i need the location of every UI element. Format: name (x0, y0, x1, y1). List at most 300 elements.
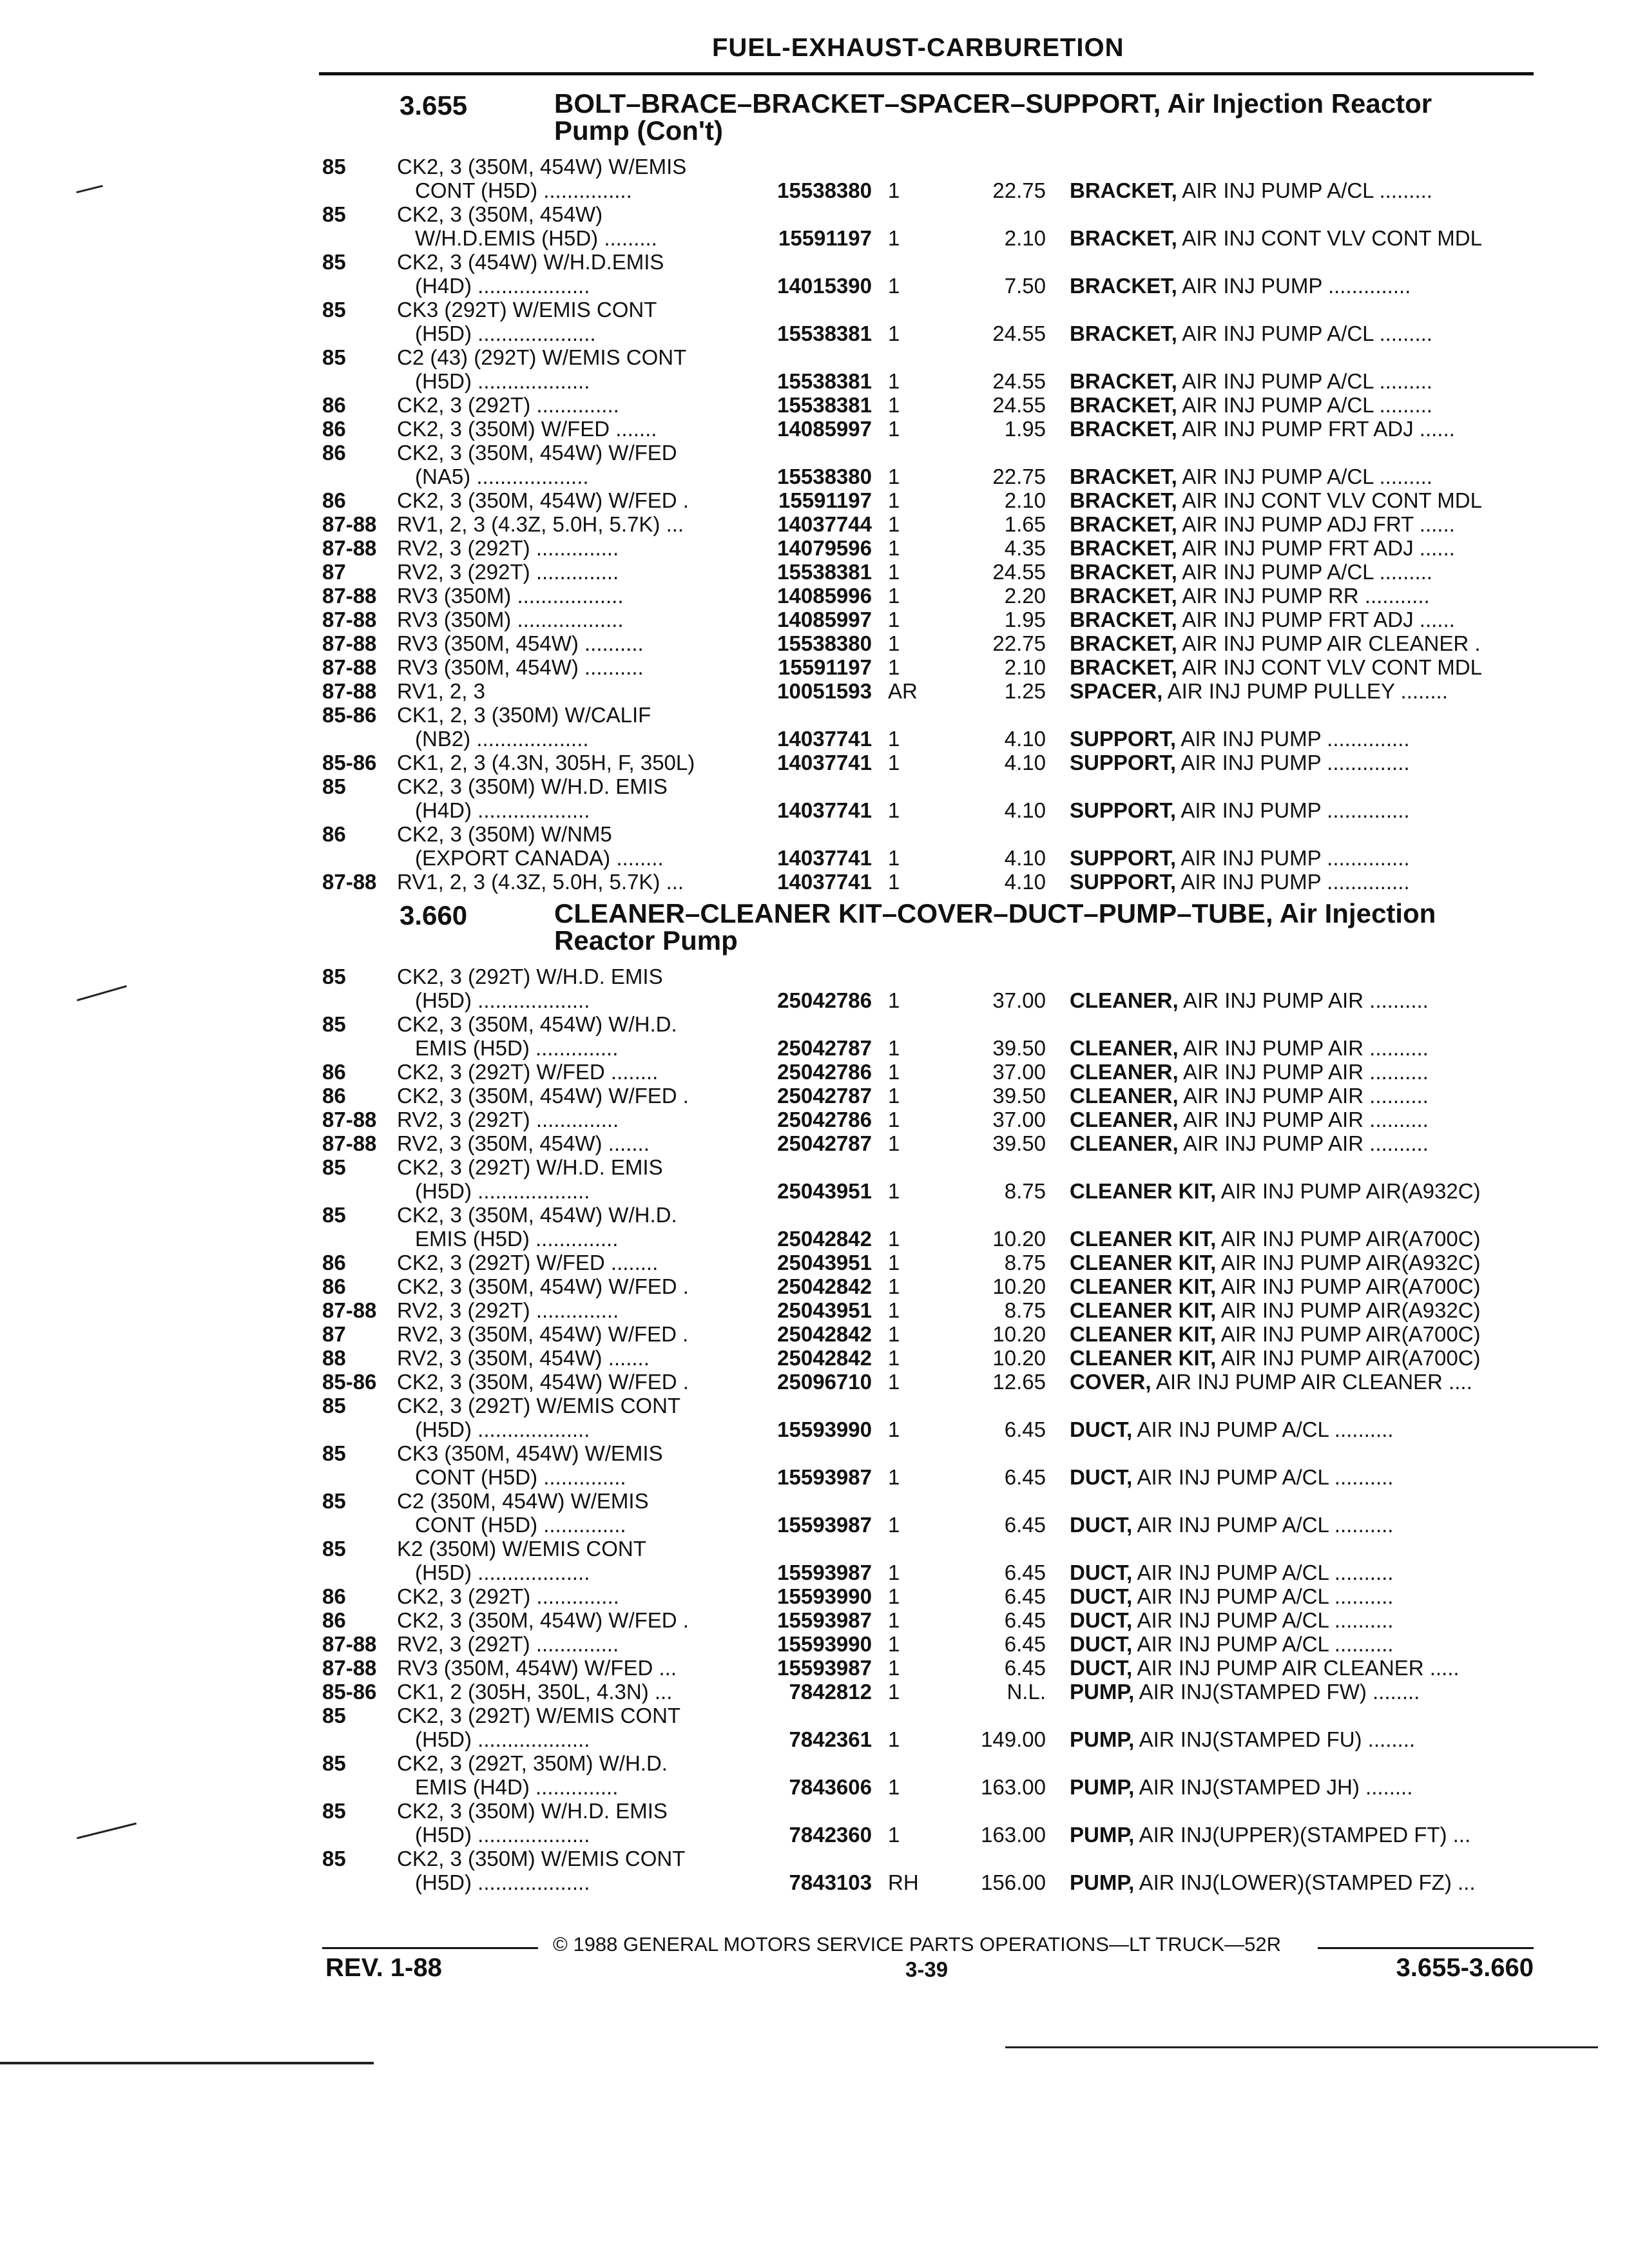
model-application: CK2, 3 (292T) W/H.D. EMIS (397, 1155, 663, 1179)
price: 39.50 (992, 1131, 1046, 1155)
part-number: 7842812 (789, 1680, 872, 1704)
price: 4.10 (1004, 846, 1046, 870)
part-name: BRACKET, (1070, 512, 1177, 536)
part-description (1070, 1036, 1534, 1060)
part-number: 7843606 (789, 1775, 872, 1799)
part-number: 25042787 (777, 1084, 872, 1108)
part-name: CLEANER KIT, (1070, 1227, 1217, 1251)
model-application: RV3 (350M, 454W) .......... (397, 631, 644, 655)
part-name: PUMP, (1070, 1775, 1135, 1799)
catalog-row (0, 226, 1629, 250)
part-description (1070, 655, 1534, 679)
quantity: 1 (888, 1274, 900, 1298)
part-detail: AIR INJ PUMP AIR(A700C) (1220, 1346, 1481, 1370)
quantity: 1 (888, 393, 900, 417)
catalog-row (0, 1632, 1629, 1656)
part-number: 25043951 (777, 1298, 872, 1322)
model-application: (H5D) ................... (415, 1870, 590, 1894)
part-number: 15538381 (777, 393, 872, 417)
quantity: 1 (888, 1656, 900, 1680)
part-description (1070, 1370, 1534, 1394)
quantity: 1 (888, 631, 900, 655)
part-detail: AIR INJ PUMP AIR .......... (1183, 1084, 1429, 1108)
model-application: CK1, 2, 3 (350M) W/CALIF (397, 703, 651, 727)
quantity: 1 (888, 988, 900, 1012)
model-application: (H4D) ................... (415, 274, 590, 298)
part-description (1070, 1727, 1534, 1751)
part-name: BRACKET, (1070, 226, 1177, 250)
part-number: 14079596 (777, 536, 872, 560)
part-name: BRACKET, (1070, 560, 1177, 584)
model-application: CK2, 3 (292T) .............. (397, 393, 619, 417)
model-application: (H5D) ................... (415, 369, 590, 393)
model-application: CK2, 3 (350M) W/H.D. EMIS (397, 1799, 668, 1823)
part-detail: AIR INJ PUMP AIR CLEANER . (1182, 631, 1481, 655)
part-name: DUCT, (1070, 1465, 1133, 1489)
section-number: 3.660 (400, 900, 468, 930)
part-description (1070, 1251, 1534, 1274)
model-application: CK2, 3 (350M) W/FED ....... (397, 417, 657, 441)
quantity: 1 (888, 1251, 900, 1274)
quantity: 1 (888, 798, 900, 822)
part-name: CLEANER, (1070, 1084, 1179, 1108)
part-detail: AIR INJ CONT VLV CONT MDL (1182, 488, 1482, 512)
model-application: RV2, 3 (350M, 454W) ....... (397, 1346, 650, 1370)
part-name: CLEANER KIT, (1070, 1346, 1217, 1370)
price: 22.75 (992, 178, 1046, 202)
model-application: CK2, 3 (350M, 454W) (397, 202, 603, 226)
part-name: BRACKET, (1070, 393, 1177, 417)
model-year: 86 (322, 1084, 346, 1108)
catalog-row (0, 1584, 1629, 1608)
price: 10.20 (992, 1346, 1046, 1370)
model-year: 87-88 (322, 679, 377, 703)
catalog-row (0, 512, 1629, 536)
price: 4.10 (1004, 751, 1046, 774)
catalog-row (0, 1418, 1629, 1441)
catalog-row (0, 1727, 1629, 1751)
part-description (1070, 1656, 1534, 1680)
catalog-row (0, 1322, 1629, 1346)
part-description (1070, 1561, 1534, 1584)
quantity: 1 (888, 1418, 900, 1441)
part-detail: AIR INJ PUMP AIR(A932C) (1220, 1179, 1481, 1203)
part-detail: AIR INJ(STAMPED FW) ........ (1139, 1680, 1420, 1704)
price: 6.45 (1004, 1418, 1046, 1441)
part-name: DUCT, (1070, 1656, 1133, 1680)
part-number: 15538381 (777, 322, 872, 345)
part-description (1070, 846, 1534, 870)
price: 4.10 (1004, 798, 1046, 822)
part-number: 15593990 (777, 1418, 872, 1441)
part-detail: AIR INJ PUMP AIR(A700C) (1220, 1322, 1481, 1346)
model-year: 87-88 (322, 608, 377, 631)
model-year: 88 (322, 1346, 346, 1370)
part-description (1070, 488, 1534, 512)
price: 10.20 (992, 1227, 1046, 1251)
catalog-row (0, 679, 1629, 703)
quantity: 1 (888, 1179, 900, 1203)
top-rule (319, 72, 1534, 75)
model-year: 87-88 (322, 584, 377, 608)
part-detail: AIR INJ PUMP A/CL .......... (1137, 1418, 1394, 1441)
price: N.L. (1007, 1680, 1046, 1704)
model-application: (NA5) ................... (415, 465, 589, 488)
model-year: 86 (322, 417, 346, 441)
part-number: 14037741 (777, 727, 872, 751)
part-name: CLEANER KIT, (1070, 1322, 1217, 1346)
catalog-row (0, 488, 1629, 512)
part-name: PUMP, (1070, 1870, 1135, 1894)
part-name: SUPPORT, (1070, 870, 1177, 894)
model-year: 85 (322, 1704, 346, 1727)
model-application: CK2, 3 (350M) W/NM5 (397, 822, 612, 846)
part-name: CLEANER KIT, (1070, 1274, 1217, 1298)
part-name: SUPPORT, (1070, 751, 1177, 774)
quantity: 1 (888, 1227, 900, 1251)
quantity: 1 (888, 1561, 900, 1584)
part-description (1070, 1179, 1534, 1203)
part-description (1070, 584, 1534, 608)
quantity: 1 (888, 274, 900, 298)
model-year: 85 (322, 155, 346, 178)
catalog-row (0, 1084, 1629, 1108)
section-title-line1: BOLT–BRACE–BRACKET–SPACER–SUPPORT, Air Injection Reactor (554, 88, 1432, 119)
model-application: EMIS (H4D) .............. (415, 1775, 619, 1799)
price: 1.25 (1004, 679, 1046, 703)
model-year: 85 (322, 1203, 346, 1227)
part-detail: AIR INJ PUMP A/CL .......... (1137, 1584, 1394, 1608)
quantity: 1 (888, 369, 900, 393)
part-description (1070, 1823, 1534, 1847)
catalog-row (0, 1680, 1629, 1704)
catalog-row (0, 393, 1629, 417)
price: 2.10 (1004, 488, 1046, 512)
part-detail: AIR INJ PUMP .............. (1181, 798, 1410, 822)
quantity: 1 (888, 608, 900, 631)
model-year: 87 (322, 1322, 346, 1346)
footer-page-number: 3-39 (905, 1957, 949, 1981)
model-application: CK1, 2, 3 (4.3N, 305H, F, 350L) (397, 751, 695, 774)
quantity: 1 (888, 1131, 900, 1155)
part-description (1070, 322, 1534, 345)
part-detail: AIR INJ CONT VLV CONT MDL (1182, 226, 1482, 250)
part-number: 15593987 (777, 1608, 872, 1632)
catalog-row (0, 298, 1629, 322)
model-year: 85 (322, 1799, 346, 1823)
model-application: RV2, 3 (292T) .............. (397, 1298, 619, 1322)
model-application: (H5D) ................... (415, 1823, 590, 1847)
part-name: CLEANER, (1070, 988, 1179, 1012)
part-description (1070, 1060, 1534, 1084)
part-description (1070, 1870, 1534, 1894)
part-name: CLEANER, (1070, 1060, 1179, 1084)
quantity: 1 (888, 560, 900, 584)
part-name: BRACKET, (1070, 536, 1177, 560)
part-description (1070, 1465, 1534, 1489)
catalog-row (0, 1394, 1629, 1418)
footer-revision: REV. 1-88 (325, 1954, 442, 1982)
model-year: 85 (322, 1394, 346, 1418)
part-number: 25042842 (777, 1346, 872, 1370)
quantity: 1 (888, 870, 900, 894)
price: 10.20 (992, 1322, 1046, 1346)
quantity: 1 (888, 1823, 900, 1847)
catalog-row (0, 1441, 1629, 1465)
part-name: DUCT, (1070, 1584, 1133, 1608)
model-application: RV2, 3 (292T) .............. (397, 536, 619, 560)
part-description (1070, 1298, 1534, 1322)
footer-rule-right (1318, 1947, 1534, 1949)
footer-copyright: © 1988 GENERAL MOTORS SERVICE PARTS OPERATIONS—LT TRUCK—52R (553, 1933, 1281, 1956)
model-application: RV3 (350M) .................. (397, 608, 624, 631)
section-title (554, 90, 1521, 144)
part-description (1070, 1632, 1534, 1656)
catalog-row (0, 1465, 1629, 1489)
footer-section-range: 3.655-3.660 (1396, 1954, 1534, 1982)
price: 24.55 (992, 393, 1046, 417)
part-name: COVER, (1070, 1370, 1152, 1394)
part-description (1070, 226, 1534, 250)
catalog-row (0, 584, 1629, 608)
model-application: RV2, 3 (292T) .............. (397, 560, 619, 584)
part-description (1070, 751, 1534, 774)
part-number: 15538381 (777, 369, 872, 393)
part-detail: AIR INJ PUMP .............. (1182, 274, 1411, 298)
part-description (1070, 393, 1534, 417)
quantity: 1 (888, 512, 900, 536)
model-application: K2 (350M) W/EMIS CONT (397, 1537, 646, 1561)
quantity: 1 (888, 1322, 900, 1346)
part-number: 25042842 (777, 1274, 872, 1298)
model-year: 85 (322, 774, 346, 798)
model-year: 87-88 (322, 1632, 377, 1656)
catalog-row (0, 870, 1629, 894)
part-number: 7842361 (789, 1727, 872, 1751)
part-detail: AIR INJ PUMP A/CL ......... (1182, 369, 1432, 393)
model-application: CONT (H5D) .............. (415, 1465, 626, 1489)
catalog-row (0, 1513, 1629, 1537)
part-number: 15593987 (777, 1513, 872, 1537)
part-number: 7843103 (789, 1870, 872, 1894)
part-name: BRACKET, (1070, 274, 1177, 298)
price: 8.75 (1004, 1251, 1046, 1274)
part-name: PUMP, (1070, 1823, 1135, 1847)
section-title (554, 900, 1521, 954)
catalog-row (0, 1608, 1629, 1632)
model-application: CK2, 3 (350M, 454W) W/H.D. (397, 1012, 677, 1036)
model-year: 86 (322, 1251, 346, 1274)
part-name: BRACKET, (1070, 608, 1177, 631)
model-application: CK2, 3 (292T) .............. (397, 1584, 619, 1608)
part-number: 15593990 (777, 1584, 872, 1608)
price: 6.45 (1004, 1608, 1046, 1632)
model-application: (H5D) ................... (415, 1561, 590, 1584)
part-detail: AIR INJ PUMP A/CL .......... (1137, 1561, 1394, 1584)
model-year: 86 (322, 1060, 346, 1084)
part-description (1070, 870, 1534, 894)
model-year: 86 (322, 1274, 346, 1298)
part-detail: AIR INJ CONT VLV CONT MDL (1182, 655, 1482, 679)
model-application: RV1, 2, 3 (4.3Z, 5.0H, 5.7K) ... (397, 870, 684, 894)
quantity: 1 (888, 1108, 900, 1131)
part-number: 15593987 (777, 1561, 872, 1584)
part-number: 25043951 (777, 1251, 872, 1274)
model-application: RV2, 3 (350M, 454W) W/FED . (397, 1322, 689, 1346)
part-description (1070, 369, 1534, 393)
part-detail: AIR INJ PUMP A/CL ......... (1182, 393, 1432, 417)
model-application: RV2, 3 (292T) .............. (397, 1632, 619, 1656)
part-detail: AIR INJ PUMP .............. (1181, 751, 1410, 774)
part-detail: AIR INJ PUMP AIR(A700C) (1220, 1227, 1481, 1251)
part-detail: AIR INJ PUMP AIR(A700C) (1220, 1274, 1481, 1298)
quantity: 1 (888, 1298, 900, 1322)
quantity: 1 (888, 727, 900, 751)
model-application: EMIS (H5D) .............. (415, 1227, 619, 1251)
catalog-row (0, 202, 1629, 226)
part-description (1070, 536, 1534, 560)
quantity: 1 (888, 1632, 900, 1656)
model-application: CK2, 3 (292T) W/FED ........ (397, 1251, 659, 1274)
price: 6.45 (1004, 1632, 1046, 1656)
part-name: DUCT, (1070, 1561, 1133, 1584)
catalog-row (0, 465, 1629, 488)
price: 37.00 (992, 988, 1046, 1012)
catalog-row (0, 631, 1629, 655)
quantity: 1 (888, 322, 900, 345)
model-application: CK2, 3 (350M, 454W) W/FED . (397, 1084, 689, 1108)
part-description (1070, 560, 1534, 584)
model-application: (H5D) ................... (415, 1418, 590, 1441)
model-year: 85 (322, 965, 346, 988)
catalog-row (0, 1823, 1629, 1847)
model-year: 85 (322, 345, 346, 369)
model-application: (H5D) .................... (415, 322, 596, 345)
model-application: CK2, 3 (292T) W/EMIS CONT (397, 1394, 681, 1418)
model-year: 85-86 (322, 751, 377, 774)
model-year: 87-88 (322, 536, 377, 560)
part-detail: AIR INJ PUMP RR ........... (1182, 584, 1430, 608)
price: 24.55 (992, 369, 1046, 393)
part-detail: AIR INJ PUMP A/CL .......... (1137, 1632, 1394, 1656)
catalog-row (0, 965, 1629, 988)
part-description (1070, 1418, 1534, 1441)
part-description (1070, 1227, 1534, 1251)
quantity: 1 (888, 1513, 900, 1537)
catalog-row (0, 417, 1629, 441)
part-number: 15538380 (777, 178, 872, 202)
price: 6.45 (1004, 1656, 1046, 1680)
model-year: 86 (322, 822, 346, 846)
part-description (1070, 1084, 1534, 1108)
catalog-row (0, 846, 1629, 870)
catalog-row (0, 274, 1629, 298)
part-name: SPACER, (1070, 679, 1163, 703)
quantity: 1 (888, 1060, 900, 1084)
catalog-row (0, 1203, 1629, 1227)
model-application: CK2, 3 (292T) W/H.D. EMIS (397, 965, 663, 988)
price: 6.45 (1004, 1561, 1046, 1584)
part-number: 15591197 (778, 226, 872, 250)
model-year: 85-86 (322, 1680, 377, 1704)
part-detail: AIR INJ(STAMPED FU) ........ (1139, 1727, 1416, 1751)
model-application: CK2, 3 (350M) W/H.D. EMIS (397, 774, 668, 798)
model-application: C2 (350M, 454W) W/EMIS (397, 1489, 649, 1513)
quantity: 1 (888, 1680, 900, 1704)
part-name: BRACKET, (1070, 488, 1177, 512)
model-year: 87-88 (322, 631, 377, 655)
price: 22.75 (992, 631, 1046, 655)
catalog-row (0, 703, 1629, 727)
model-year: 85-86 (322, 1370, 377, 1394)
part-description (1070, 1108, 1534, 1131)
price: 6.45 (1004, 1513, 1046, 1537)
part-detail: AIR INJ PUMP A/CL .......... (1137, 1608, 1394, 1632)
quantity: 1 (888, 1370, 900, 1394)
part-description (1070, 1346, 1534, 1370)
part-description (1070, 512, 1534, 536)
catalog-row (0, 1131, 1629, 1155)
catalog-row (0, 822, 1629, 846)
part-detail: AIR INJ PUMP FRT ADJ ...... (1182, 608, 1455, 631)
part-number: 15593987 (777, 1465, 872, 1489)
catalog-row (0, 774, 1629, 798)
catalog-row (0, 608, 1629, 631)
part-number: 14037744 (777, 512, 872, 536)
model-application: RV3 (350M) .................. (397, 584, 624, 608)
model-application: (NB2) ................... (415, 727, 589, 751)
part-detail: AIR INJ PUMP .............. (1181, 870, 1410, 894)
part-number: 25042786 (777, 988, 872, 1012)
catalog-row (0, 560, 1629, 584)
part-number: 14037741 (777, 870, 872, 894)
model-application: CK2, 3 (350M, 454W) W/FED . (397, 1370, 689, 1394)
model-application: CK2, 3 (454W) W/H.D.EMIS (397, 250, 664, 274)
part-name: BRACKET, (1070, 631, 1177, 655)
quantity: AR (888, 679, 918, 703)
part-number: 14037741 (777, 751, 872, 774)
part-number: 25042787 (777, 1036, 872, 1060)
catalog-row (0, 1537, 1629, 1561)
catalog-row (0, 1012, 1629, 1036)
quantity: RH (888, 1870, 919, 1894)
model-application: RV2, 3 (350M, 454W) ....... (397, 1131, 650, 1155)
catalog-row (0, 441, 1629, 465)
part-name: CLEANER, (1070, 1108, 1179, 1131)
part-description (1070, 679, 1534, 703)
part-detail: AIR INJ PUMP AIR CLEANER .... (1155, 1370, 1472, 1394)
catalog-row (0, 655, 1629, 679)
catalog-row (0, 1656, 1629, 1680)
part-number: 14085996 (777, 584, 872, 608)
part-detail: AIR INJ PUMP AIR .......... (1183, 1131, 1429, 1155)
model-year: 85 (322, 1751, 346, 1775)
catalog-row (0, 322, 1629, 345)
catalog-row (0, 1155, 1629, 1179)
model-year: 85 (322, 1489, 346, 1513)
part-detail: AIR INJ PUMP A/CL ......... (1182, 178, 1432, 202)
quantity: 1 (888, 226, 900, 250)
part-number: 14037741 (777, 798, 872, 822)
section-title-line2: Reactor Pump (554, 925, 738, 956)
part-name: BRACKET, (1070, 417, 1177, 441)
model-application: CK2, 3 (350M) W/EMIS CONT (397, 1847, 686, 1870)
quantity: 1 (888, 1465, 900, 1489)
part-name: CLEANER KIT, (1070, 1251, 1217, 1274)
part-number: 14085997 (777, 417, 872, 441)
part-detail: AIR INJ PUMP A/CL ......... (1182, 560, 1432, 584)
price: 37.00 (992, 1060, 1046, 1084)
